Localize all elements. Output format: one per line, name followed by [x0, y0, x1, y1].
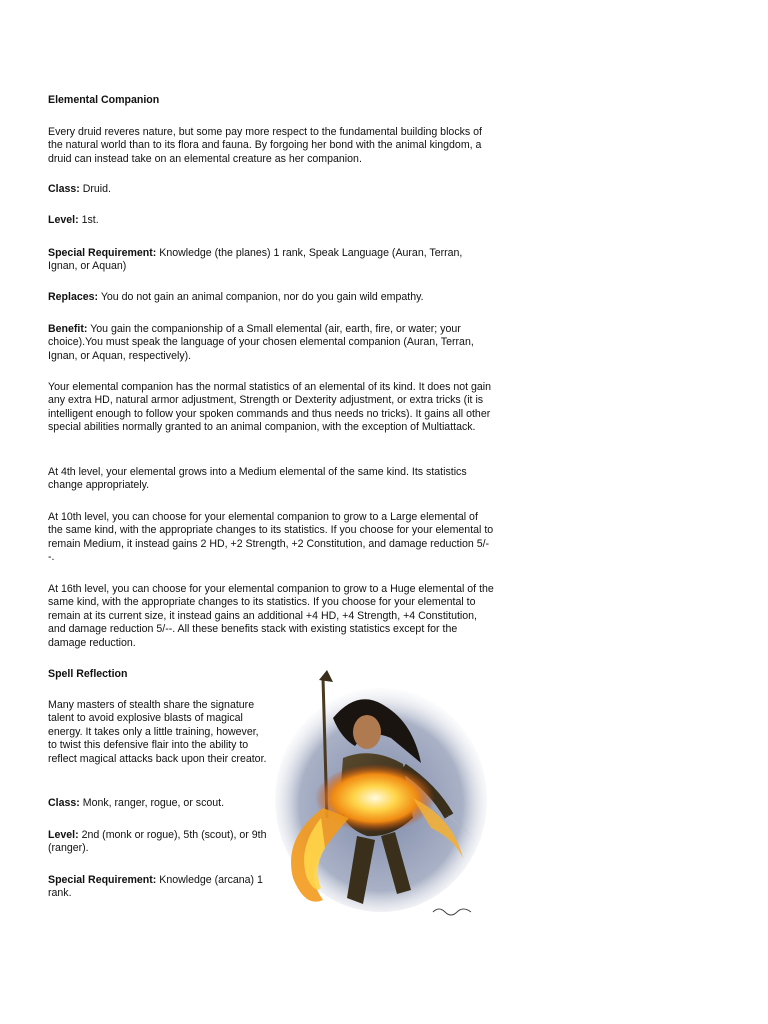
elemental-stats-paragraph: Your elemental companion has the normal statistics of an elemental of its kind. It does not gain any extra HD, natural armor adjustment, Strength or Dexterity adjustment, or extra tricks (it is intelligent enough to follow your spoken commands and thus needs no tricks). It gains all other special abilities normally granted to an animal companion, with the exception of Multiattack.	[48, 381, 492, 434]
level-line	[48, 214, 494, 227]
level-value: 1st.	[78, 214, 99, 226]
special-requirement-label: Special Requirement:	[48, 874, 157, 886]
elemental-companion-intro: Every druid reveres nature, but some pay more respect to the fundamental building blocks of the natural world than to its flora and fauna. By forgoing her bond with the animal kingdom, a druid can instead take on an elemental creature as her companion.	[48, 126, 482, 165]
special-requirement-label: Special Requirement:	[48, 247, 157, 259]
level-label: Level:	[48, 214, 79, 226]
benefit-line	[48, 323, 494, 363]
spell-reflection-intro: Many masters of stealth share the signature talent to avoid explosive blasts of magical energy. It takes only a little training, however, to twist this defensive flair into the ability to reflect magical attacks back upon their creator.	[48, 699, 267, 765]
sixteenth-level-paragraph: At 16th level, you can choose for your elemental companion to grow to a Huge elemental of the same kind, with the appropriate changes to its statistics. If you choose for your elemental to remain at its current size, it instead gains an additional +4 HD, +4 Strength, +4 Constitution, and damage reduction 5/--. All these benefits stack with existing statistics except for the damage reduction.	[48, 583, 494, 649]
class-value: Druid.	[79, 183, 111, 195]
spell-reflection-special-requirement-line	[48, 874, 270, 901]
class-label: Class:	[48, 183, 80, 195]
spell-reflection-level-line	[48, 829, 270, 856]
class-line	[48, 183, 494, 196]
special-requirement-value: Knowledge (arcana) 1 rank.	[48, 874, 263, 900]
level-label: Level:	[48, 829, 79, 841]
section-title-elemental-companion: Elemental Companion	[48, 94, 160, 106]
replaces-label: Replaces:	[48, 291, 99, 303]
benefit-value: You gain the companionship of a Small elemental (air, earth, fire, or water; your choice).You must speak the language of your chosen elemental companion (Auran, Terran, Ignan, or Aquan, respectively).	[48, 323, 474, 362]
spell-reflection-illustration	[263, 668, 495, 930]
spell-reflection-class-line	[48, 797, 270, 810]
fourth-level-paragraph: At 4th level, your elemental grows into a Medium elemental of the same kind. Its statistics change appropriately.	[48, 466, 467, 492]
special-requirement-value: Knowledge (the planes) 1 rank, Speak Language (Auran, Terran, Ignan, or Aquan)	[48, 247, 463, 273]
special-requirement-line	[48, 247, 494, 274]
tenth-level-paragraph: At 10th level, you can choose for your elemental companion to grow to a Large elemental of the same kind, with the appropriate changes to its statistics. If you choose for your elemental to remain Medium, it instead gains 2 HD, +2 Strength, +2 Constitution, and damage reduction 5/--.	[48, 511, 494, 564]
class-value: Monk, ranger, rogue, or scout.	[79, 797, 225, 809]
section-title-spell-reflection: Spell Reflection	[48, 668, 128, 680]
level-value: 2nd (monk or rogue), 5th (scout), or 9th (ranger).	[48, 829, 267, 855]
class-label: Class:	[48, 797, 80, 809]
artist-signature	[433, 909, 471, 915]
replaces-value: You do not gain an animal companion, nor do you gain wild empathy.	[98, 291, 424, 303]
benefit-label: Benefit:	[48, 323, 88, 335]
replaces-line	[48, 291, 494, 304]
